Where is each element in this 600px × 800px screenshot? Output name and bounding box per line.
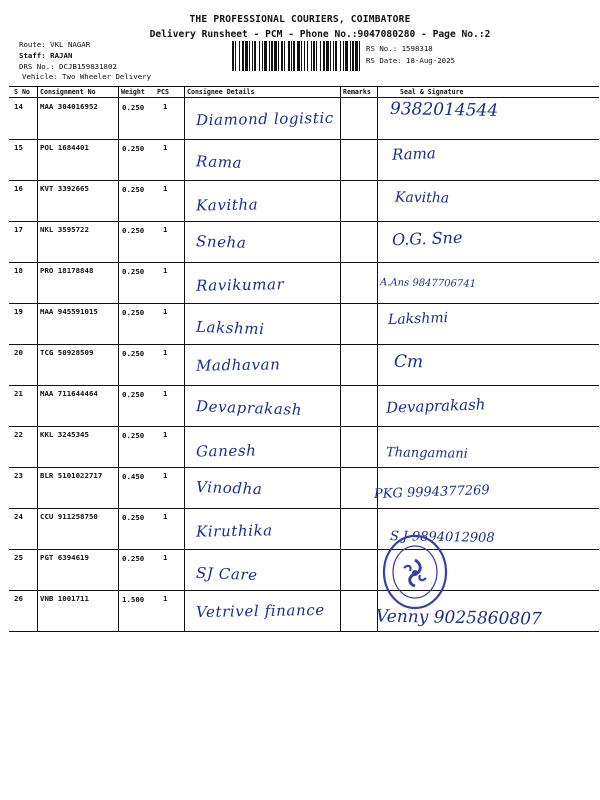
consignee-handwriting: SJ Care	[195, 563, 259, 585]
col-header-consignment: Consignment No	[40, 88, 96, 96]
serial-number: 25	[14, 553, 23, 562]
barcode-bar	[340, 41, 341, 71]
pieces-count: 1	[163, 348, 168, 357]
barcode-bar	[262, 41, 263, 71]
serial-number: 15	[14, 143, 23, 152]
pieces-count: 1	[163, 594, 168, 603]
weight-value: 0.250	[122, 349, 145, 358]
company-seal-stamp	[382, 534, 448, 610]
serial-number: 22	[14, 430, 23, 439]
consignment-number: CCU 911258750	[40, 512, 98, 521]
pieces-count: 1	[163, 102, 168, 111]
signature-handwriting: Thangamani	[385, 445, 468, 462]
pieces-count: 1	[163, 225, 168, 234]
rs-number: RS No.: 1598318	[366, 44, 433, 53]
pieces-count: 1	[163, 266, 168, 275]
col-header-consignee: Consignee Details	[187, 88, 255, 96]
barcode-bar	[304, 41, 305, 71]
barcode-bar	[297, 41, 300, 71]
weight-value: 0.250	[122, 390, 145, 399]
barcode-bar	[333, 41, 334, 71]
weight-value: 0.250	[122, 431, 145, 440]
column-divider	[37, 86, 38, 632]
barcode-bar	[259, 41, 260, 71]
serial-number: 19	[14, 307, 23, 316]
serial-number: 14	[14, 102, 23, 111]
signature-handwriting: 9382014544	[389, 99, 499, 121]
pieces-count: 1	[163, 143, 168, 152]
row-divider	[9, 221, 599, 222]
barcode-bar	[359, 41, 360, 71]
weight-value: 0.250	[122, 144, 145, 153]
serial-number: 16	[14, 184, 23, 193]
consignment-number: BLR 5101022717	[40, 471, 103, 480]
signature-handwriting: O.G. Sne	[391, 227, 463, 250]
consignment-number: POL 1684401	[40, 143, 89, 152]
consignee-handwriting: Kavitha	[195, 195, 259, 215]
signature-handwriting: Cm	[393, 351, 424, 373]
col-header-seal: Seal & Signature	[400, 88, 464, 96]
barcode-bar	[301, 41, 302, 71]
signature-handwriting: Devaprakash	[385, 395, 486, 417]
consignee-handwriting: Lakshmi	[195, 317, 265, 339]
serial-number: 24	[14, 512, 23, 521]
weight-value: 0.250	[122, 185, 145, 194]
col-header-pcs: PCS	[157, 88, 169, 96]
pieces-count: 1	[163, 512, 168, 521]
consignment-number: MAA 304016952	[40, 102, 98, 111]
staff-label: Staff: RAJAN	[19, 51, 73, 60]
col-header-remarks: Remarks	[343, 88, 371, 96]
consignment-number: VNB 1001711	[40, 594, 89, 603]
barcode-bar	[271, 41, 273, 71]
consignee-handwriting: Sneha	[195, 232, 247, 252]
pieces-count: 1	[163, 553, 168, 562]
drs-number: DRS No.: DCJB159831802	[19, 62, 117, 71]
row-divider	[9, 467, 599, 468]
table-top-border	[9, 86, 599, 87]
barcode-bar	[232, 41, 234, 71]
barcode-bar	[343, 41, 344, 71]
barcode-bar	[254, 41, 256, 71]
weight-value: 0.250	[122, 267, 145, 276]
signature-handwriting: A.Ans 9847706741	[379, 277, 477, 290]
barcode-bar	[335, 41, 337, 71]
consignee-handwriting: Vinodha	[195, 477, 263, 499]
consignee-handwriting: Rama	[195, 152, 243, 172]
barcode-bar	[311, 41, 312, 71]
signature-handwriting: PKG 9994377269	[373, 482, 490, 503]
pieces-count: 1	[163, 307, 168, 316]
barcode-bar	[274, 41, 277, 71]
serial-number: 21	[14, 389, 23, 398]
row-divider	[9, 631, 599, 632]
consignee-handwriting: Ganesh	[195, 441, 257, 461]
barcode-bar	[288, 41, 290, 71]
barcode-bar	[242, 41, 244, 71]
consignment-number: MAA 711644464	[40, 389, 98, 398]
serial-number: 26	[14, 594, 23, 603]
rs-date: RS Date: 18-Aug-2025	[366, 56, 455, 65]
barcode-bar	[355, 41, 358, 71]
column-divider	[184, 86, 185, 632]
row-divider	[9, 508, 599, 509]
consignment-number: PGT 6394619	[40, 553, 89, 562]
consignee-handwriting: Devaprakash	[195, 397, 303, 419]
barcode-bar	[278, 41, 279, 71]
serial-number: 17	[14, 225, 23, 234]
row-divider	[9, 262, 599, 263]
barcode-bar	[252, 41, 253, 71]
barcode-bar	[307, 41, 308, 71]
barcode-bar	[293, 41, 295, 71]
vehicle-type: Vehicle: Two Wheeler Delivery	[22, 72, 152, 81]
signature-handwriting: S.J 9894012908	[389, 529, 495, 546]
pieces-count: 1	[163, 389, 168, 398]
pieces-count: 1	[163, 184, 168, 193]
consignment-number: KKL 3245345	[40, 430, 89, 439]
serial-number: 23	[14, 471, 23, 480]
weight-value: 0.450	[122, 472, 145, 481]
barcode-bar	[345, 41, 348, 71]
row-divider	[9, 590, 599, 591]
consignee-handwriting: Madhavan	[195, 355, 281, 375]
signature-handwriting: Rama	[391, 144, 437, 164]
col-header-weight: Weight	[121, 88, 145, 96]
barcode-bar	[350, 41, 351, 71]
consignment-number: MAA 945591015	[40, 307, 98, 316]
consignment-number: KVT 3392665	[40, 184, 89, 193]
column-divider	[340, 86, 341, 632]
table-header-border	[9, 97, 599, 98]
barcode-bar	[326, 41, 329, 71]
barcode-bar	[352, 41, 354, 71]
row-divider	[9, 303, 599, 304]
signature-handwriting: Kavitha	[394, 189, 450, 207]
pieces-count: 1	[163, 471, 168, 480]
serial-number: 18	[14, 266, 23, 275]
barcode-bar	[323, 41, 325, 71]
route-label: Route: VKL NAGAR	[19, 40, 91, 49]
consignment-number: TCG 50928509	[40, 348, 94, 357]
consignment-number: PRO 18178848	[40, 266, 94, 275]
barcode-bar	[269, 41, 270, 71]
row-divider	[9, 426, 599, 427]
col-header-sno: S No	[14, 88, 30, 96]
weight-value: 0.250	[122, 103, 145, 112]
barcode-image	[232, 41, 362, 71]
barcode-bar	[235, 41, 236, 71]
barcode-bar	[320, 41, 321, 71]
barcode-bar	[316, 41, 317, 71]
weight-value: 0.250	[122, 513, 145, 522]
row-divider	[9, 180, 599, 181]
barcode-bar	[239, 41, 240, 71]
row-divider	[9, 344, 599, 345]
weight-value: 1.500	[122, 595, 145, 604]
signature-handwriting: Lakshmi	[387, 309, 449, 329]
row-divider	[9, 139, 599, 140]
barcode-bar	[291, 41, 292, 71]
consignee-handwriting: Diamond logistic	[195, 108, 334, 130]
runsheet-subtitle: Delivery Runsheet - PCM - Phone No.:9047080280 - Page No.:2	[149, 29, 491, 40]
barcode-bar	[284, 41, 285, 71]
barcode-bar	[245, 41, 248, 71]
barcode-bar	[281, 41, 283, 71]
signature-handwriting: Venny 9025860807	[375, 606, 543, 630]
consignee-handwriting: Vetrivel finance	[195, 600, 325, 622]
column-divider	[118, 86, 119, 632]
barcode-bar	[313, 41, 315, 71]
company-title: THE PROFESSIONAL COURIERS, COIMBATORE	[189, 14, 411, 25]
row-divider	[9, 385, 599, 386]
consignment-number: NKL 3595722	[40, 225, 89, 234]
pieces-count: 1	[163, 430, 168, 439]
serial-number: 20	[14, 348, 23, 357]
column-divider	[377, 86, 378, 632]
row-divider	[9, 549, 599, 550]
barcode-bar	[330, 41, 331, 71]
barcode-bar	[249, 41, 250, 71]
weight-value: 0.250	[122, 226, 145, 235]
weight-value: 0.250	[122, 308, 145, 317]
consignee-handwriting: Kiruthika	[195, 521, 273, 541]
weight-value: 0.250	[122, 554, 145, 563]
consignee-handwriting: Ravikumar	[195, 275, 285, 295]
barcode-bar	[264, 41, 267, 71]
